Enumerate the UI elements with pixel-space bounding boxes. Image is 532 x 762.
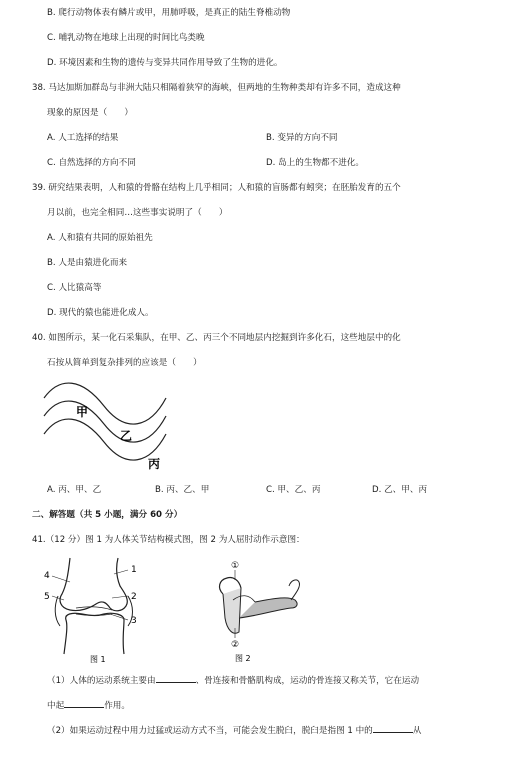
q41-stem: 41.（12 分）图 1 为人体关节结构模式图，图 2 为人屈肘动作示意图： [32, 535, 305, 545]
q40-option-d: D. 乙、甲、丙 [372, 485, 428, 495]
q41-part1-text-c: 中起 [47, 701, 65, 711]
strata-diagram [38, 376, 178, 476]
section-title: 二、解答题（共 5 小题，满分 60 分） [32, 510, 183, 520]
stratum-label-bing: 丙 [148, 457, 161, 471]
q38-option-d: D. 岛上的生物都不进化。 [266, 158, 365, 168]
q40-option-b: B. 丙、乙、甲 [155, 485, 210, 495]
fig1-label-1: 1 [131, 565, 137, 575]
q41-blank-1[interactable] [156, 673, 196, 683]
q39-option-a: A. 人和猿有共同的原始祖先 [47, 233, 153, 243]
q37-option-d: D. 环境因素和生物的遗传与变异共同作用导致了生物的进化。 [47, 58, 283, 68]
fig1-label-2: 2 [131, 592, 137, 602]
q38-option-b: B. 变异的方向不同 [266, 133, 338, 143]
q41-blank-2[interactable] [64, 698, 104, 708]
fig1-label-4: 4 [44, 571, 50, 581]
q39-option-b: B. 人是由猿进化而来 [47, 258, 128, 268]
q39-stem-line1: 39. 研究结果表明，人和猿的骨骼在结构上几乎相同；人和猿的盲肠都有蚓突；在胚胎发育的五个 [32, 183, 401, 193]
q41-part2-text-a: （2）如果运动过程中用力过猛或运动方式不当，可能会发生脱臼，脱臼是指图 1 中的 [47, 726, 373, 736]
q41-part1-text-a: （1）人体的运动系统主要由 [47, 676, 156, 686]
q41-part2-line1 [47, 723, 421, 737]
stratum-label-yi: 乙 [120, 429, 133, 443]
q40-stem-line1: 40. 如图所示，某一化石采集队，在甲、乙、丙三个不同地层内挖掘到许多化石，这些地层中的化 [32, 333, 401, 343]
q41-part2-text-b: 从 [412, 726, 422, 736]
fig1-label-5: 5 [44, 592, 50, 602]
q38-option-a: A. 人工选择的结果 [47, 133, 119, 143]
q41-part1-text-b: 、骨连接和骨骼肌构成，运动的骨连接又称关节，它在运动 [195, 676, 420, 686]
q40-option-a: A. 丙、甲、乙 [47, 485, 102, 495]
fig1-caption: 图 1 [90, 655, 106, 664]
q40-stem-line2: 石按从简单到复杂排列的应该是（ ） [47, 358, 202, 368]
elbow-flexion-figure [205, 558, 315, 664]
q38-option-c: C. 自然选择的方向不同 [47, 158, 136, 168]
q41-blank-3[interactable] [373, 723, 413, 733]
fig2-label-2: ② [231, 640, 240, 650]
fig2-label-1: ① [231, 561, 240, 571]
q39-option-c: C. 人比猿高等 [47, 283, 102, 293]
q40-option-c: C. 甲、乙、丙 [266, 485, 321, 495]
fig1-label-3: 3 [131, 616, 137, 626]
q37-option-b: B. 爬行动物体表有鳞片或甲，用肺呼吸，是真正的陆生脊椎动物 [47, 8, 291, 18]
q38-stem-line2: 现象的原因是（ ） [47, 108, 133, 118]
stratum-label-jia: 甲 [76, 405, 89, 419]
q37-option-c: C. 哺乳动物在地球上出现的时间比鸟类晚 [47, 33, 205, 43]
q39-option-d: D. 现代的猿也能进化成人。 [47, 308, 154, 318]
q41-part1-line1 [47, 673, 419, 687]
q41-part1-line2 [47, 698, 130, 712]
knee-joint-figure [40, 556, 150, 664]
fig2-caption: 图 2 [235, 654, 251, 663]
q39-stem-line2: 月以前，也完全相同…这些事实说明了（ ） [47, 208, 228, 218]
q38-stem-line1: 38. 马达加斯加群岛与非洲大陆只相隔着狭窄的海峡，但两地的生物种类却有许多不同，造成这种 [32, 83, 401, 93]
q41-part1-text-d: 作用。 [104, 701, 130, 711]
